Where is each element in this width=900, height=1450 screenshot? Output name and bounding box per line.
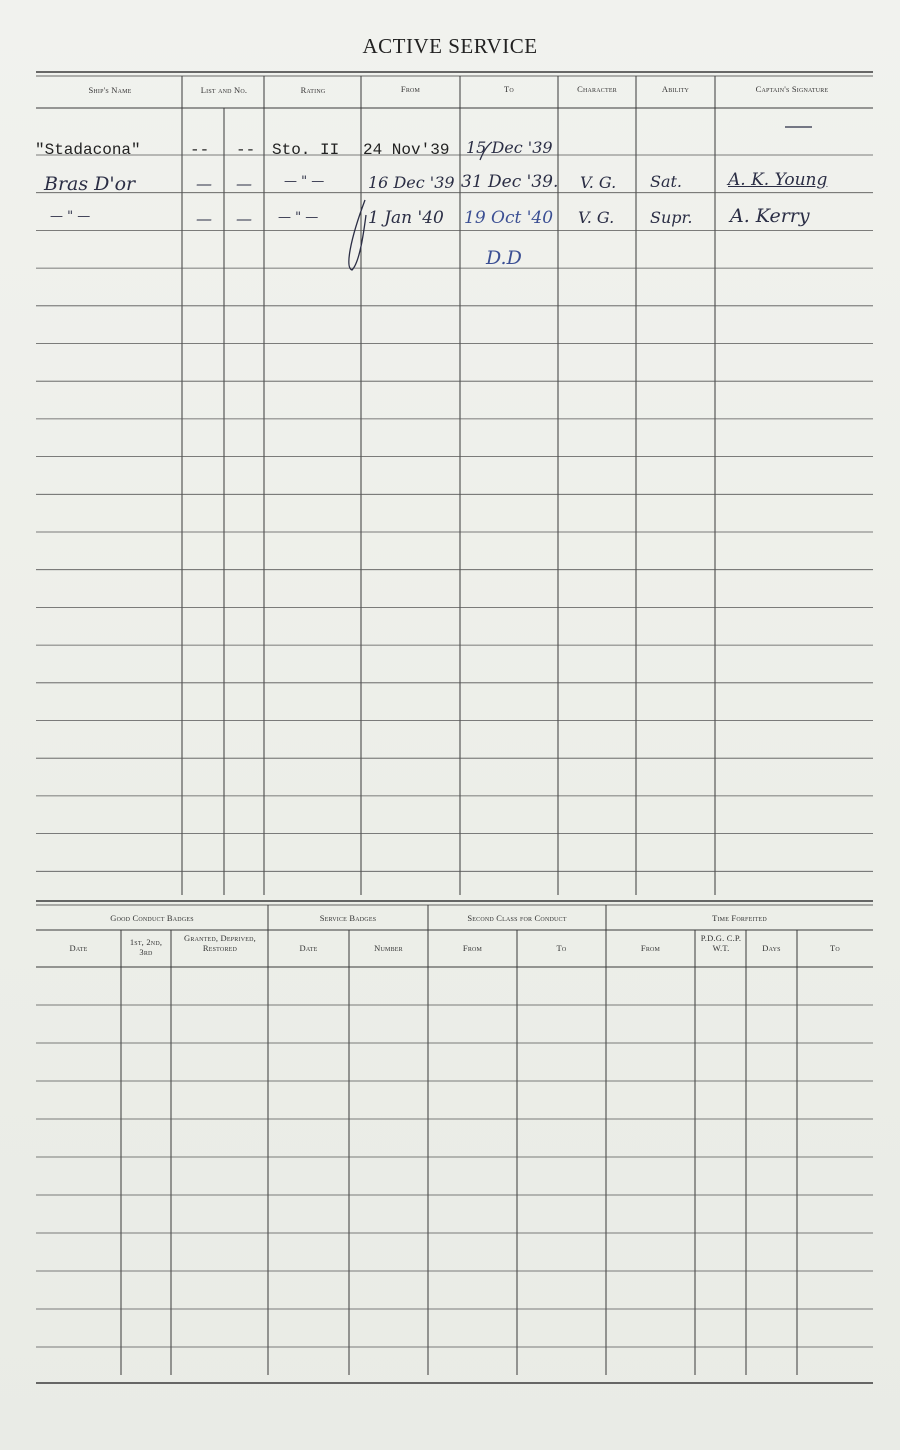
- header-service-badges: Service Badges: [319, 913, 377, 923]
- entry-rating: Sto. II: [272, 141, 340, 159]
- page-title: ACTIVE SERVICE: [362, 34, 538, 58]
- header-tf-to: To: [830, 943, 840, 953]
- header-tf-from: From: [640, 943, 661, 953]
- entry-list: —: [196, 209, 212, 228]
- entry-ability: Sat.: [650, 172, 683, 191]
- header-time-forfeited: Time Forfeited: [712, 913, 767, 923]
- header-ships-name: Ship's Name: [88, 85, 132, 95]
- header-ability: Ability: [661, 84, 690, 94]
- entry-rating: — " —: [278, 210, 319, 225]
- header-sb-number: Number: [374, 943, 403, 953]
- entry-list: —: [196, 174, 212, 193]
- entry-no: --: [236, 141, 256, 159]
- entry-list: --: [190, 141, 210, 159]
- entry-no: —: [236, 209, 252, 228]
- header-second-class-for-conduct: Second Class for Conduct: [467, 913, 567, 923]
- discharge-note: D.D: [486, 247, 522, 269]
- entry-ability: Supr.: [650, 208, 693, 227]
- entry-no: —: [236, 174, 252, 193]
- header-gc-order: 1st, 2nd, 3rd: [129, 937, 163, 957]
- entry-from: 24 Nov'39: [363, 141, 450, 159]
- entry-rating: — " —: [284, 174, 325, 189]
- entry-ship: Bras D'or: [44, 173, 136, 195]
- entry-ship: — " —: [50, 209, 91, 224]
- entry-from: 16 Dec '39: [368, 173, 455, 192]
- entry-to: 19 Oct '40: [464, 208, 554, 228]
- header-sb-date: Date: [299, 943, 318, 953]
- entry-signature: A. Kerry: [730, 205, 810, 227]
- header-sc-from: From: [462, 943, 483, 953]
- header-gc-date: Date: [69, 943, 88, 953]
- header-gc-status: Granted, Deprived, Restored: [184, 933, 256, 953]
- entry-from: 1 Jan '40: [368, 208, 444, 228]
- entry-ship: "Stadacona": [35, 141, 141, 159]
- entry-to: 15 Dec '39: [466, 138, 553, 157]
- header-list-and-no: List and No.: [200, 85, 248, 95]
- header-tf-type: P.D.G. C.P. W.T.: [700, 933, 742, 953]
- header-captains-signature: Captain's Signature: [755, 84, 829, 94]
- header-character: Character: [577, 84, 617, 94]
- header-good-conduct-badges: Good Conduct Badges: [110, 913, 194, 923]
- header-sc-to: To: [556, 943, 567, 953]
- header-to: To: [504, 84, 514, 94]
- header-from: From: [400, 84, 421, 94]
- header-rating: Rating: [300, 85, 326, 95]
- entry-signature: A. K. Young: [728, 170, 828, 190]
- entry-to: 31 Dec '39.: [461, 172, 559, 192]
- header-tf-days: Days: [762, 943, 781, 953]
- entry-character: V. G.: [580, 173, 617, 192]
- entry-character: V. G.: [578, 208, 615, 227]
